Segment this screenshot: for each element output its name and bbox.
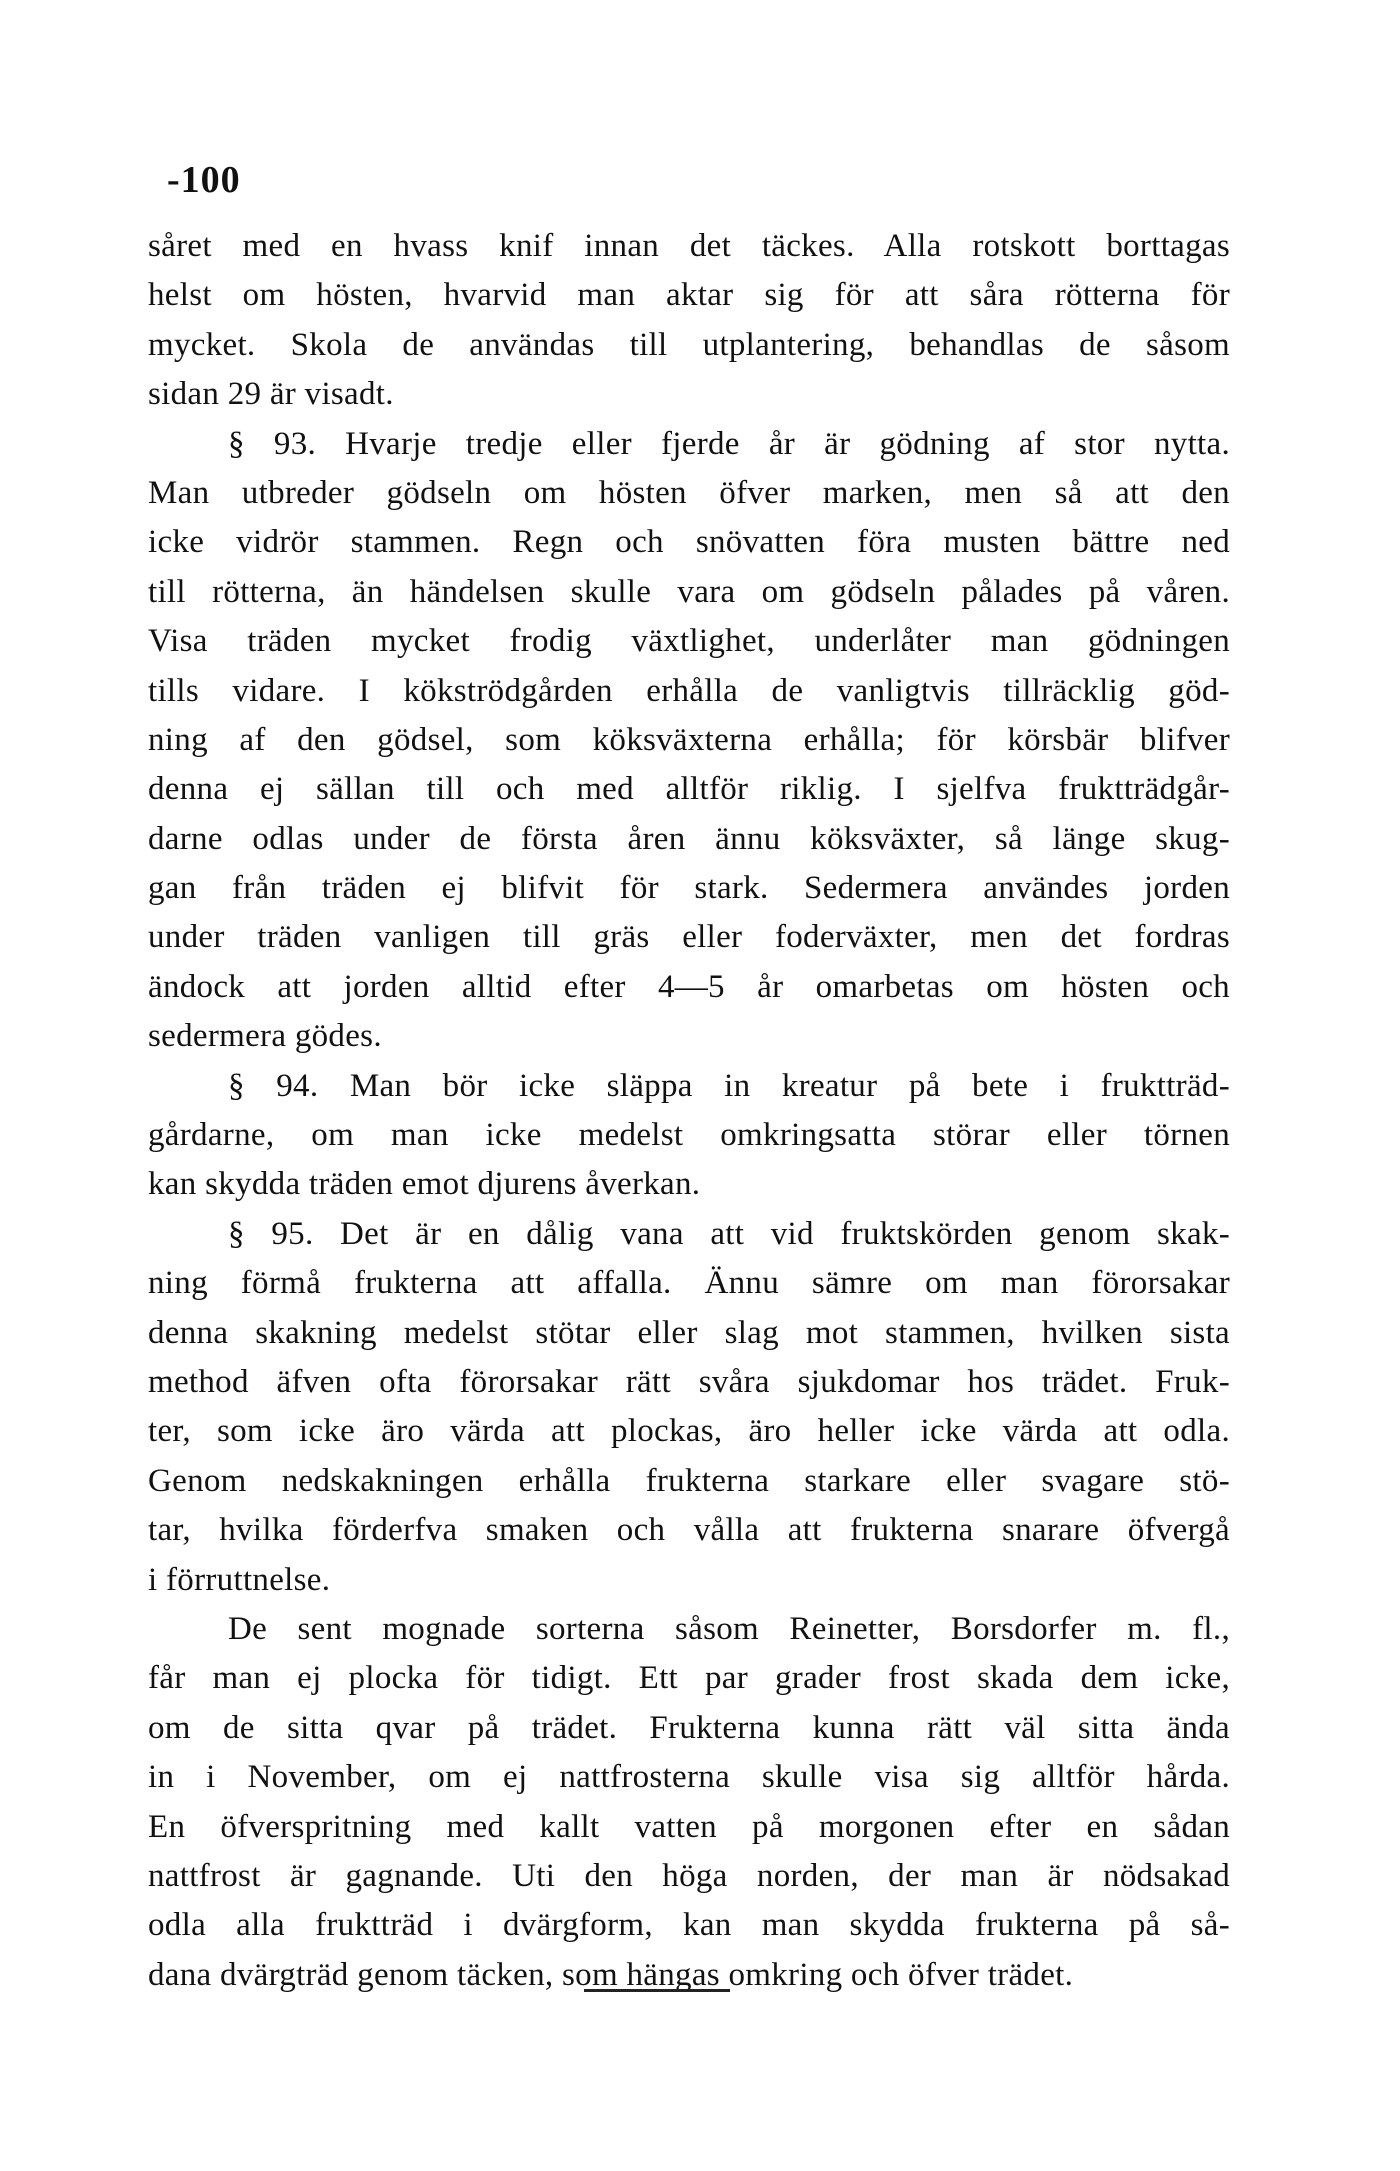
text-line: till rötterna, än händelsen skulle vara om gödseln pålades på våren. (148, 573, 1230, 610)
text-line: kan skydda träden emot djurens åverkan. (148, 1166, 701, 1203)
text-line: Man utbreder gödseln om hösten öfver marken, men så att den (148, 474, 1230, 511)
text-line: dana dvärgträd genom täcken, som hängas omkring och öfver trädet. (148, 1956, 1074, 1993)
page-number: -100 (167, 159, 241, 201)
text-line: tills vidare. I kökströdgården erhålla de vanligtvis tillräcklig göd- (148, 672, 1230, 709)
text-line: Genom nedskakningen erhålla frukterna starkare eller svagare stö- (148, 1462, 1230, 1499)
text-line: En öfverspritning med kallt vatten på morgonen efter en sådan (148, 1808, 1230, 1845)
text-line: mycket. Skola de användas till utplantering, behandlas de såsom (148, 326, 1230, 363)
section-divider-rule (584, 1989, 730, 1992)
text-line: odla alla fruktträd i dvärgform, kan man skydda frukterna på så- (148, 1907, 1230, 1944)
text-line: nattfrost är gagnande. Uti den höga norden, der man är nödsakad (148, 1857, 1230, 1894)
section-heading-94: § 94. Man bör icke släppa in kreatur på bete i fruktträd- (228, 1067, 1230, 1104)
text-line: såret med en hvass knif innan det täckes. Alla rotskott borttagas (148, 228, 1230, 264)
text-line: sedermera gödes. (148, 1018, 382, 1055)
text-line: darne odlas under de första åren ännu köksväxter, så länge skug- (148, 820, 1230, 857)
section-heading-95: § 95. Det är en dålig vana att vid fruktskörden genom skak- (228, 1215, 1230, 1252)
text-line: method äfven ofta förorsakar rätt svåra sjukdomar hos trädet. Fruk- (148, 1363, 1230, 1400)
text-line: ändock att jorden alltid efter 4—5 år omarbetas om hösten och (148, 968, 1230, 1005)
text-line: denna skakning medelst stötar eller slag mot stammen, hvilken sista (148, 1314, 1230, 1351)
text-line: i förruttnelse. (148, 1561, 331, 1598)
body-text (148, 222, 1230, 2000)
paragraph-start: De sent mognade sorterna såsom Reinetter, Borsdorfer m. fl., (228, 1610, 1230, 1647)
text-line: under träden vanligen till gräs eller foderväxter, men det fordras (148, 919, 1230, 956)
text-line: in i November, om ej nattfrosterna skulle visa sig alltför hårda. (148, 1759, 1230, 1796)
text-line: om de sitta qvar på trädet. Frukterna kunna rätt väl sitta ända (148, 1709, 1230, 1746)
text-line: ning af den gödsel, som köksväxterna erhålla; för körsbär blifver (148, 721, 1230, 758)
text-line: tar, hvilka förderfva smaken och vålla att frukterna snarare öfvergå (148, 1512, 1230, 1549)
text-line: ter, som icke äro värda att plockas, äro heller icke värda att odla. (148, 1413, 1230, 1450)
text-line: sidan 29 är visadt. (148, 376, 394, 413)
text-line: ning förmå frukterna att affalla. Ännu sämre om man förorsakar (148, 1265, 1230, 1302)
text-line: icke vidrör stammen. Regn och snövatten föra musten bättre ned (148, 524, 1230, 561)
text-line: helst om hösten, hvarvid man aktar sig för att såra rötterna för (148, 277, 1230, 314)
text-line: denna ej sällan till och med alltför riklig. I sjelfva fruktträdgår- (148, 771, 1230, 808)
text-line: gårdarne, om man icke medelst omkringsatta störar eller törnen (148, 1117, 1230, 1154)
text-line: Visa träden mycket frodig växtlighet, underlåter man gödningen (148, 623, 1230, 660)
section-heading-93: § 93. Hvarje tredje eller fjerde år är gödning af stor nytta. (228, 425, 1230, 462)
text-line: gan från träden ej blifvit för stark. Sedermera användes jorden (148, 870, 1230, 907)
text-line: får man ej plocka för tidigt. Ett par grader frost skada dem icke, (148, 1660, 1230, 1697)
